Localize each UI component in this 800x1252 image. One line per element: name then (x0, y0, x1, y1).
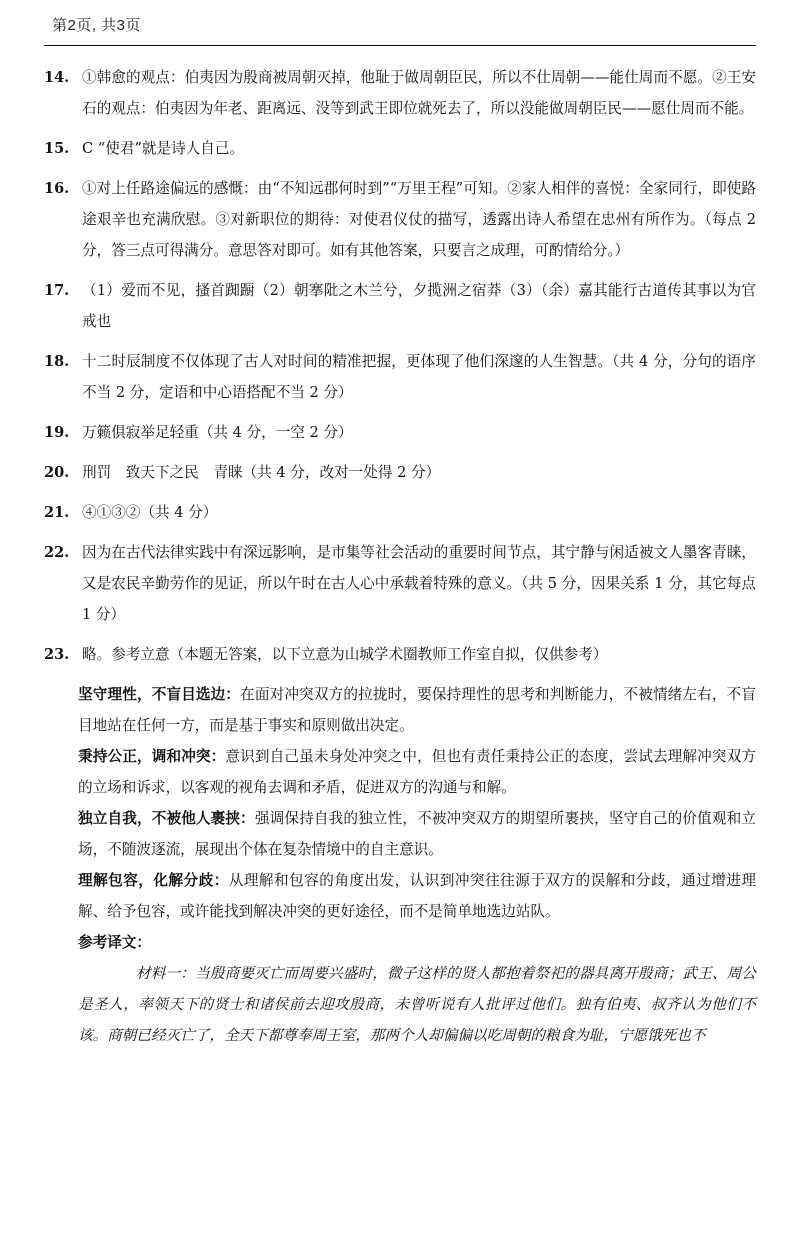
viewpoint-text: 强调保持自我的独立性，不被冲突双方的期望所裹挟，坚守自己的价值观和立场，不随波逐流，展现出个体在复杂情境中的自主意识。 (78, 810, 756, 858)
answer-number: 17. (44, 282, 70, 299)
answer-number: 16. (44, 180, 70, 197)
answer-text: 略。参考立意（本题无答案，以下立意为山城学术圈教师工作室自拟，仅供参考） (82, 646, 608, 663)
translation-paragraph: 材料一：当殷商要灭亡而周要兴盛时，微子这样的贤人都抱着祭祀的器具离开殷商；武王、周公是圣人，率领天下的贤士和诸侯前去迎攻殷商，未曾听说有人批评过他们。独有伯夷、叔齐认为他们不该。商朝已经灭亡了，全天下都尊奉周王室，那两个人却偏偏以吃周朝的粮食为耻，宁愿饿死也不 (78, 965, 756, 1044)
answer-number: 20. (44, 464, 70, 481)
viewpoint-lead: 坚守理性，不盲目选边： (78, 686, 241, 703)
answer-number: 15. (44, 140, 70, 157)
answer-number: 22. (44, 544, 70, 561)
answer-item-20 (44, 457, 756, 488)
viewpoint-text: 从理解和包容的角度出发，认识到冲突往往源于双方的误解和分歧，通过增进理解、给予包容，或许能找到解决冲突的更好途径，而不是简单地选边站队。 (78, 872, 756, 920)
viewpoint-text: 意识到自己虽未身处冲突之中，但也有责任秉持公正的态度，尝试去理解冲突双方的立场和诉求，以客观的视角去调和矛盾，促进双方的沟通与和解。 (78, 748, 756, 796)
answer-item-19 (44, 417, 756, 448)
answer-item-17 (44, 275, 756, 337)
header-divider (44, 45, 756, 46)
answer-text: 刑罚 致天下之民 青睐（共 4 分，改对一处得 2 分） (82, 464, 441, 481)
viewpoint-text: 在面对冲突双方的拉拢时，要保持理性的思考和判断能力，不被情绪左右，不盲目地站在任何一方，而是基于事实和原则做出决定。 (78, 686, 756, 734)
page-number-label: 第2页, 共3页 (52, 17, 142, 34)
answer-number: 18. (44, 353, 70, 370)
answer-item-22 (44, 537, 756, 630)
viewpoint-lead: 理解包容，化解分歧： (78, 872, 229, 889)
answer-text: 因为在古代法律实践中有深远影响，是市集等社会活动的重要时间节点，其宁静与闲适被文人墨客青睐，又是农民辛勤劳作的见证，所以午时在古人心中承载着特殊的意义。（共 5 分，因果关系 1 分，其它每点 1 分） (82, 544, 756, 623)
viewpoint-item-2 (78, 741, 756, 803)
answer-text: C “使君”就是诗人自己。 (82, 140, 245, 157)
answer-item-23 (44, 639, 756, 670)
answer-text: ①韩愈的观点：伯夷因为殷商被周朝灭掉，他耻于做周朝臣民，所以不仕周朝——能仕周而不愿。②王安石的观点：伯夷因为年老、距离远、没等到武王即位就死去了，所以没能做周朝臣民——愿仕周而不能。 (82, 69, 756, 117)
viewpoint-lead: 秉持公正，调和冲突： (78, 748, 226, 765)
answer-item-16 (44, 173, 756, 266)
answer-text: ④①③②（共 4 分） (82, 504, 218, 521)
viewpoint-lead: 独立自我，不被他人裹挟： (78, 810, 255, 827)
answer-number: 14. (44, 69, 70, 86)
viewpoint-item-4 (78, 865, 756, 927)
answer-number: 19. (44, 424, 70, 441)
answer-text: 万籁俱寂举足轻重（共 4 分，一空 2 分） (82, 424, 353, 441)
answer-item-15 (44, 133, 756, 164)
answer-text: 十二时辰制度不仅体现了古人对时间的精准把握，更体现了他们深邃的人生智慧。（共 4 分，分句的语序不当 2 分，定语和中心语搭配不当 2 分） (82, 353, 756, 401)
answer-text: （1）爱而不见，搔首踟蹰（2）朝搴阰之木兰兮，夕揽洲之宿莽（3）（余）嘉其能行古道传其事以为官戒也 (82, 282, 756, 330)
answer-text: ①对上任路途偏远的感慨：由“不知远郡何时到”“万里王程”可知。②家人相伴的喜悦：全家同行，即使路途艰辛也充满欣慰。③对新职位的期待：对使君仪仗的描写，透露出诗人希望在忠州有所作为。（每点 2 分，答三点可得满分。意思答对即可。如有其他答案，只要言之成理，可酌情给分。） (82, 180, 756, 259)
viewpoint-item-1 (78, 679, 756, 741)
answer-item-21 (44, 497, 756, 528)
answer-number: 23. (44, 646, 70, 663)
viewpoint-item-3 (78, 803, 756, 865)
answer-item-18 (44, 346, 756, 408)
translation-heading: 参考译文： (78, 934, 151, 951)
answer-item-14 (44, 62, 756, 124)
answer-number: 21. (44, 504, 70, 521)
